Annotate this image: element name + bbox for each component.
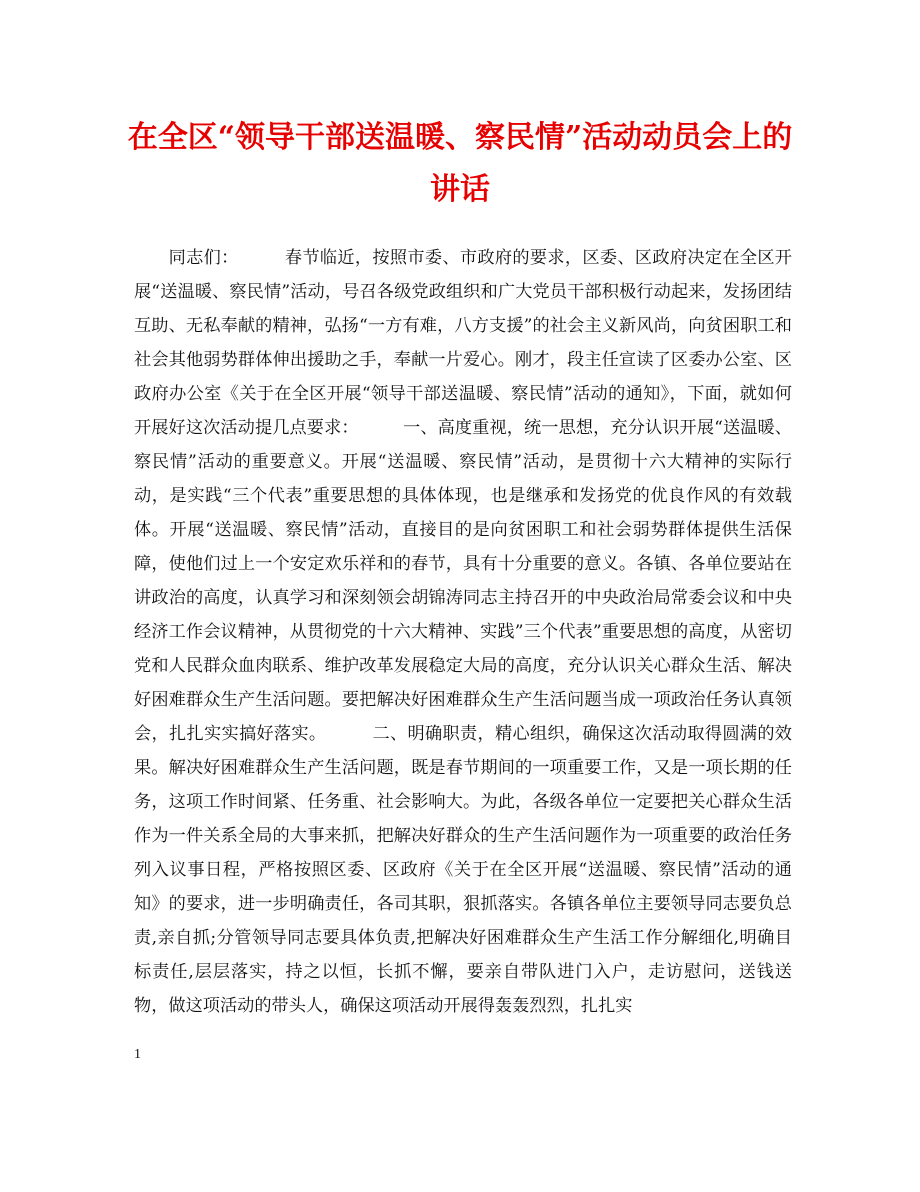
document-body: 同志们： 春节临近，按照市委、市政府的要求，区委、区政府决定在全区开展“送温暖、察民情”活动，号召各级党政组织和广大党员干部积极行动起来，发扬团结互助、无私奉献的精神，弘扬“一方有难，八方支援”的社会主义新风尚，向贫困职工和社会其他弱势群体伸出援助之手，奉献一片爱心。刚才，段主任宣读了区委办公室、区政府办公室《关于在全区开展“领导干部送温暖、察民情”活动的通知》，下面，就如何开展好这次活动提几点要求： 一、高度重视，统一思想，充分认识开展“送温暖、察民情”活动的重要意义。开展“送温暖、察民情”活动，是贯彻十六大精神的实际行动，是实践“三个代表”重要思想的具体体现，也是继承和发扬党的优良作风的有效载体。开展“送温暖、察民情”活动，直接目的是向贫困职工和社会弱势群体提供生活保障，使他们过上一个安定欢乐祥和的春节，具有十分重要的意义。各镇、各单位要站在讲政治的高度，认真学习和深刻领会胡锦涛同志主持召开的中央政治局常委会议和中央经济工作会议精神，从贯彻党的十六大精神、实践”三个代表”重要思想的高度，从密切党和人民群众血肉联系、维护改革发展稳定大局的高度，充分认识关心群众生活、解决好困难群众生产生活问题。要把解决好困难群众生产生活问题当成一项政治任务认真领会，扎扎实实搞好落实。 二、明确职责，精心组织，确保这次活动取得圆满的效果。解决好困难群众生产生活问题，既是春节期间的一项重要工作，又是一项长期的任务，这项工作时间紧、任务重、社会影响大。为此，各级各单位一定要把关心群众生活作为一件关系全局的大事来抓，把解决好群众的生产生活问题作为一项重要的政治任务列入议事日程，严格按照区委、区政府《关于在全区开展“送温暖、察民情”活动的通知》的要求，进一步明确责任，各司其职，狠抓落实。各镇各单位主要领导同志要负总责,亲自抓;分管领导同志要具体负责,把解决好困难群众生产生活工作分解细化,明确目标责任,层层落实，持之以恒，长抓不懈，要亲自带队进门入户，走访慰问，送钱送物，做这项活动的带头人，确保这项活动开展得轰轰烈烈，扎扎实 bbox=[134, 248, 792, 1016]
page-number: 1 bbox=[134, 1047, 141, 1062]
document-title: 在全区“领导干部送温暖、察民情”活动动员会上的讲话 bbox=[127, 120, 793, 207]
